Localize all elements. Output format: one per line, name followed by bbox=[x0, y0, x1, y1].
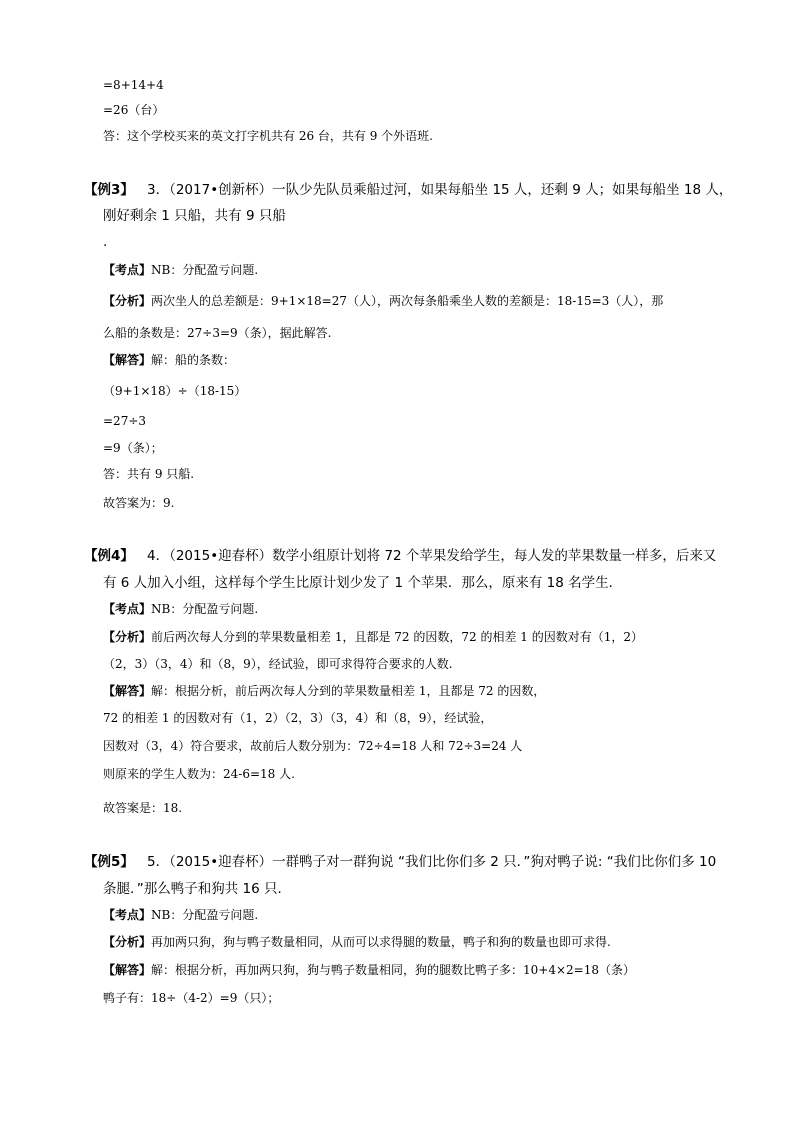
solution-step: 则原来的学生人数为：24-6=18 人. bbox=[103, 767, 295, 781]
knowledge-point-line bbox=[103, 907, 258, 923]
example-5-question: 5．（2015•迎春杯）一群鸭子对一群狗说 “我们比你们多 2 只．”狗对鸭子说: “我们比你们多 10 bbox=[147, 854, 717, 870]
analysis-label: 【分析】 bbox=[103, 630, 152, 644]
solution-line bbox=[103, 352, 235, 368]
analysis-line bbox=[103, 629, 643, 645]
knowledge-point-line bbox=[103, 262, 258, 278]
answer-line: 答：共有 9 只船. bbox=[103, 467, 195, 481]
example-4-tag: 【例4】 bbox=[84, 548, 134, 564]
analysis-line bbox=[103, 293, 663, 309]
solution-step: =9（条）； bbox=[103, 441, 163, 455]
analysis-line bbox=[103, 934, 611, 950]
knowledge-point-line bbox=[103, 601, 258, 617]
example-3-question: 刚好剩余 1 只船，共有 9 只船 bbox=[103, 208, 286, 224]
solution-label: 【解答】 bbox=[103, 353, 152, 367]
final-answer: 故答案为：9. bbox=[103, 496, 175, 510]
solution-label: 【解答】 bbox=[103, 963, 152, 977]
analysis-text: 前后两次每人分到的苹果数量相差 1，且都是 72 的因数，72 的相差 1 的因数对有（1，2） bbox=[151, 630, 643, 644]
final-answer: 故答案是：18. bbox=[103, 801, 183, 815]
knowledge-point-label: 【考点】 bbox=[103, 602, 152, 616]
calc-line: =26（台） bbox=[103, 103, 165, 117]
knowledge-point-label: 【考点】 bbox=[103, 263, 152, 277]
solution-line bbox=[103, 962, 635, 978]
solution-step: （9+1×18）÷（18-15） bbox=[103, 384, 247, 398]
answer-line: 答：这个学校买来的英文打字机共有 26 台，共有 9 个外语班. bbox=[103, 129, 433, 143]
example-3-question: . bbox=[103, 234, 108, 250]
solution-step: =27÷3 bbox=[103, 414, 147, 428]
solution-step: 因数对（3，4）符合要求，故前后人数分别为：72÷4=18 人和 72÷3=24 人 bbox=[103, 739, 523, 753]
example-5-tag: 【例5】 bbox=[84, 854, 134, 870]
analysis-line: 么船的条数是：27÷3=9（条），据此解答. bbox=[103, 326, 332, 340]
solution-line bbox=[103, 683, 545, 699]
knowledge-point-text: NB：分配盈亏问题. bbox=[151, 263, 259, 277]
analysis-text: 两次坐人的总差额是：9+1×18=27（人），两次每条船乘坐人数的差额是：18-15=3（人），那 bbox=[151, 294, 664, 308]
knowledge-point-label: 【考点】 bbox=[103, 908, 152, 922]
solution-label: 【解答】 bbox=[103, 684, 152, 698]
analysis-label: 【分析】 bbox=[103, 294, 152, 308]
solution-text: 解：船的条数： bbox=[151, 353, 236, 367]
solution-step: 鸭子有：18÷（4-2）=9（只）； bbox=[103, 991, 280, 1005]
solution-step: 72 的相差 1 的因数对有（1，2）（2，3）（3，4）和（8，9），经试验， bbox=[103, 711, 493, 725]
solution-text: 解：根据分析，前后两次每人分到的苹果数量相差 1，且都是 72 的因数， bbox=[151, 684, 546, 698]
example-4-question: 有 6 人加入小组，这样每个学生比原计划少发了 1 个苹果．那么，原来有 18 名学生． bbox=[103, 575, 623, 591]
example-3-question: 3．（2017•创新杯）一队少先队员乘船过河，如果每船坐 15 人，还剩 9 人；如果每船坐 18 人， bbox=[147, 182, 733, 198]
example-4-question: 4．（2015•迎春杯）数学小组原计划将 72 个苹果发给学生，每人发的苹果数量一样多，后来又 bbox=[147, 548, 717, 564]
analysis-line: （2，3）（3，4）和（8，9），经试验，即可求得符合要求的人数. bbox=[103, 657, 453, 671]
example-5-question: 条腿．”那么鸭子和狗共 16 只． bbox=[103, 881, 292, 897]
knowledge-point-text: NB：分配盈亏问题. bbox=[151, 908, 259, 922]
analysis-text: 再加两只狗，狗与鸭子数量相同，从而可以求得腿的数量，鸭子和狗的数量也即可求得. bbox=[151, 935, 611, 949]
knowledge-point-text: NB：分配盈亏问题. bbox=[151, 602, 259, 616]
analysis-label: 【分析】 bbox=[103, 935, 152, 949]
calc-line: =8+14+4 bbox=[103, 78, 164, 92]
solution-text: 解：根据分析，再加两只狗，狗与鸭子数量相同，狗的腿数比鸭子多：10+4×2=18（条） bbox=[151, 963, 635, 977]
example-3-tag: 【例3】 bbox=[84, 182, 134, 198]
